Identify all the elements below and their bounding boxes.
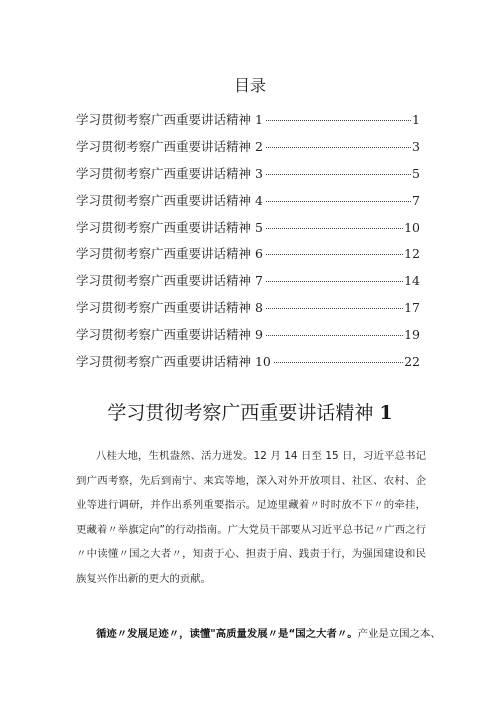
table-of-contents (76, 110, 420, 379)
toc-entry[interactable] (76, 191, 420, 218)
toc-entry[interactable] (76, 218, 420, 245)
article-paragraph-lead (76, 622, 441, 646)
toc-leader-dots (266, 174, 411, 175)
toc-leader-dots (266, 254, 403, 255)
toc-page-number: 14 (404, 273, 420, 289)
toc-entry-text: 学习贯彻考察广西重要讲话精神 2 (76, 138, 263, 154)
toc-leader-dots (266, 147, 411, 148)
toc-leader-dots (266, 120, 411, 121)
toc-leader-dots (266, 308, 403, 309)
toc-title: 目录 (233, 76, 266, 95)
toc-entry[interactable] (76, 325, 420, 352)
toc-page-number: 1 (412, 112, 420, 127)
toc-leader-dots (274, 362, 403, 363)
toc-entry[interactable] (76, 244, 420, 271)
toc-entry-text: 学习贯彻考察广西重要讲话精神 10 (76, 354, 271, 370)
article-heading-text: 学习贯彻考察广西重要讲话精神 (107, 402, 374, 424)
toc-leader-dots (266, 201, 411, 202)
toc-entry[interactable] (76, 137, 420, 164)
toc-entry-text: 学习贯彻考察广西重要讲话精神 8 (76, 300, 263, 316)
toc-page-number: 19 (404, 327, 420, 343)
toc-page-number: 5 (412, 165, 420, 181)
toc-entry-text: 学习贯彻考察广西重要讲话精神 9 (76, 327, 263, 343)
toc-page-number: 12 (404, 246, 420, 262)
toc-leader-dots (266, 228, 403, 229)
toc-entry[interactable] (76, 164, 420, 191)
article-heading-number: 1 (379, 402, 393, 424)
toc-page-number: 10 (404, 219, 420, 235)
toc-page-number: 3 (412, 138, 420, 154)
toc-entry-text: 学习贯彻考察广西重要讲话精神 7 (76, 273, 263, 289)
paragraph-continuation-text: 产业是立国之本、 (357, 628, 441, 640)
toc-entry-text: 学习贯彻考察广西重要讲话精神 3 (76, 165, 263, 181)
toc-entry[interactable] (76, 298, 420, 325)
article-heading (0, 400, 500, 426)
toc-entry-text: 学习贯彻考察广西重要讲话精神 6 (76, 246, 263, 262)
toc-entry-text: 学习贯彻考察广西重要讲话精神 5 (76, 219, 263, 235)
toc-entry[interactable] (76, 271, 420, 298)
toc-page-number: 22 (404, 354, 420, 370)
toc-entry[interactable] (76, 352, 420, 379)
toc-page-number: 17 (404, 300, 420, 316)
toc-entry[interactable] (76, 110, 420, 137)
toc-leader-dots (266, 281, 403, 282)
toc-leader-dots (266, 335, 403, 336)
toc-page-number: 7 (412, 192, 420, 208)
toc-entry-text: 学习贯彻考察广西重要讲话精神 1 (76, 112, 263, 127)
bold-lead-text: 循迹〃发展足迹〃，读懂"高质量发展〃是“国之大者〃。 (96, 628, 358, 640)
article-paragraph: 八桂大地，生机盎然、活力迸发。12 月 14 日至 15 日，习近平总书记到广西考察，先后到南宁、来宾等地，深入对外开放项目、社区、农村、企业等进行调研，并作出系列重要指示。足迹里藏着〃时时放不下〃的牵挂，更藏着〃举旗定向”的行动指南。广大党员干部要从习近平总书记〃广西之行〃中读懂〃国之大者〃，知责于心、担责于肩、践责于行，为强国建设和民族复兴作出新的更大的贡献。 (76, 450, 426, 585)
toc-entry-text: 学习贯彻考察广西重要讲话精神 4 (76, 192, 263, 208)
